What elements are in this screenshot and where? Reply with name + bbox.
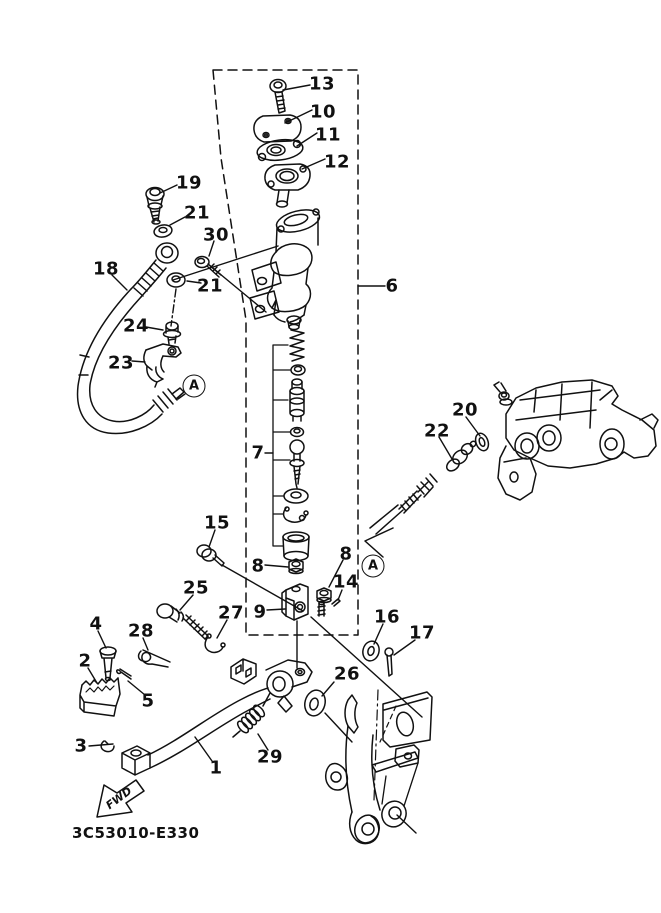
fwd-arrow	[97, 780, 144, 817]
part-label-14: 14	[332, 571, 360, 593]
part-label-3: 3	[74, 735, 88, 757]
screw-30-drawing	[195, 257, 221, 278]
diagram-code: 3C53010-E330	[72, 824, 200, 842]
part-label-7: 7	[251, 442, 265, 464]
part-label-25: 25	[182, 577, 210, 599]
washer-16-cotter-17-drawing	[361, 639, 393, 676]
pushrod-joint-drawing	[365, 440, 477, 557]
fwd-label: FWD	[103, 784, 135, 813]
part-label-22: 22	[423, 420, 451, 442]
reservoir-screw-drawing	[270, 80, 286, 114]
part-label-10: 10	[309, 101, 337, 123]
part-label-2: 2	[78, 650, 92, 672]
part-label-26: 26	[333, 663, 361, 685]
washer-21-upper-drawing	[153, 224, 173, 239]
reservoir-drawing	[265, 164, 310, 207]
part-label-27: 27	[217, 602, 245, 624]
part-label-8-left: 8	[251, 555, 265, 577]
part-label-21-lower: 21	[196, 275, 224, 297]
part-label-23: 23	[107, 352, 135, 374]
part-label-11: 11	[314, 124, 342, 146]
part-label-21-upper: 21	[183, 202, 211, 224]
washer-26-drawing	[302, 688, 328, 718]
detail-marker-a-pushrod: A	[362, 555, 385, 578]
washer-21-lower-drawing	[167, 273, 185, 287]
master-cylinder-body-drawing	[250, 206, 322, 330]
part-label-24: 24	[122, 315, 150, 337]
part-label-30: 30	[202, 224, 230, 246]
part-label-17: 17	[408, 622, 436, 644]
frame-drawing	[326, 690, 432, 846]
part-label-8-right: 8	[339, 543, 353, 565]
part-label-20: 20	[451, 399, 479, 421]
part-label-18: 18	[92, 258, 120, 280]
piston-kit-drawing	[273, 330, 309, 561]
washer-20-drawing	[473, 431, 490, 452]
part-label-28: 28	[127, 620, 155, 642]
part-label-5: 5	[141, 690, 155, 712]
part-label-29: 29	[256, 746, 284, 768]
part-label-16: 16	[373, 606, 401, 628]
part-label-9: 9	[253, 601, 267, 623]
hose-clamp-23-drawing	[144, 344, 181, 387]
part-label-15: 15	[203, 512, 231, 534]
bolt-24-drawing	[164, 322, 181, 344]
part-label-19: 19	[175, 172, 203, 194]
part-label-4: 4	[89, 613, 103, 635]
part-label-1: 1	[209, 757, 223, 779]
detail-marker-a-hose: A	[183, 375, 206, 398]
part-label-13: 13	[308, 73, 336, 95]
caliper-drawing	[494, 380, 658, 500]
part-label-6: 6	[385, 275, 399, 297]
part-label-12: 12	[323, 151, 351, 173]
